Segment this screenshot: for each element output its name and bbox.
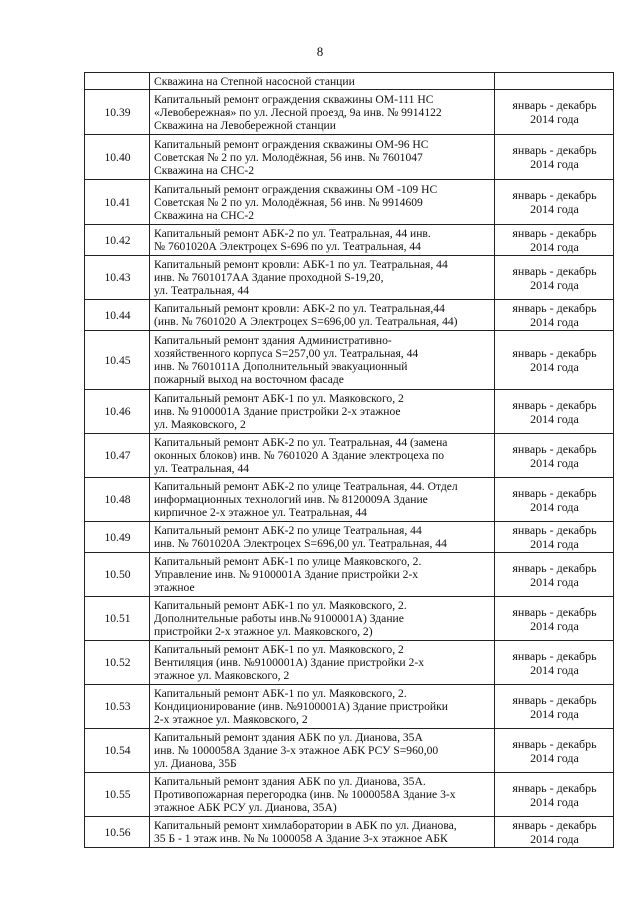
table-row — [85, 434, 614, 478]
row-description: Капитальный ремонт АБК-1 по ул. Маяковского, 2. Кондиционирование (инв. №9100001А) Здание пристройки 2-х этажное ул. Маяковского, 2 — [150, 685, 495, 729]
row-description: Капитальный ремонт АБК-2 по улице Театральная, 44. Отдел информационных технологий инв. № 8120009А Здание кирпичное 2-х этажное ул. Театральная, 44 — [150, 478, 495, 522]
row-period: январь - декабрь 2014 года — [495, 331, 614, 390]
row-number: 10.42 — [85, 225, 150, 256]
row-number: 10.41 — [85, 180, 150, 225]
row-number: 10.39 — [85, 90, 150, 135]
table-body — [85, 73, 614, 848]
row-number: 10.40 — [85, 135, 150, 180]
row-description: Капитальный ремонт АБК-1 по ул. Маяковского, 2 Вентиляция (инв. №9100001А) Здание пристройки 2-х этажное ул. Маяковского, 2 — [150, 641, 495, 685]
row-period: январь - декабрь 2014 года — [495, 225, 614, 256]
row-description: Капитальный ремонт ограждения скважины ОМ-96 НС Советская № 2 по ул. Молодёжная, 56 инв. № 7601047 Скважина на СНС-2 — [150, 135, 495, 180]
row-number: 10.51 — [85, 597, 150, 641]
table-row — [85, 225, 614, 256]
row-period: январь - декабрь 2014 года — [495, 773, 614, 817]
row-period: январь - декабрь 2014 года — [495, 729, 614, 773]
table-row — [85, 685, 614, 729]
continuation-text-cell: Скважина на Степной насосной станции — [150, 73, 495, 90]
row-period: январь - декабрь 2014 года — [495, 522, 614, 553]
continuation-period-cell — [495, 73, 614, 90]
row-description: Капитальный ремонт АБК-2 по ул. Театральная, 44 (замена оконных блоков) инв. № 7601020 А Здание электроцеха по ул. Театральная, 44 — [150, 434, 495, 478]
table-row — [85, 135, 614, 180]
table-row — [85, 817, 614, 848]
row-number: 10.46 — [85, 390, 150, 434]
table-row — [85, 522, 614, 553]
row-number: 10.45 — [85, 331, 150, 390]
row-number: 10.47 — [85, 434, 150, 478]
table-row — [85, 180, 614, 225]
table-row — [85, 300, 614, 331]
row-number: 10.44 — [85, 300, 150, 331]
table-row — [85, 773, 614, 817]
table-row — [85, 553, 614, 597]
row-number: 10.56 — [85, 817, 150, 848]
row-description: Капитальный ремонт АБК-2 по улице Театральная, 44 инв. № 7601020А Электроцех S=696,00 ул. Театральная, 44 — [150, 522, 495, 553]
row-description: Капитальный ремонт АБК-1 по улице Маяковского, 2. Управление инв. № 9100001А Здание пристройки 2-х этажное — [150, 553, 495, 597]
row-period: январь - декабрь 2014 года — [495, 135, 614, 180]
row-number: 10.53 — [85, 685, 150, 729]
table-row — [85, 331, 614, 390]
table-row — [85, 641, 614, 685]
row-description: Капитальный ремонт ограждения скважины ОМ -109 НС Советская № 2 по ул. Молодёжная, 56 инв. № 9914609 Скважина на СНС-2 — [150, 180, 495, 225]
row-period: январь - декабрь 2014 года — [495, 300, 614, 331]
row-period: январь - декабрь 2014 года — [495, 478, 614, 522]
row-period: январь - декабрь 2014 года — [495, 597, 614, 641]
row-number: 10.50 — [85, 553, 150, 597]
row-description: Капитальный ремонт кровли: АБК-2 по ул. Театральная,44 (инв. № 7601020 А Электроцех S=696,00 ул. Театральная, 44) — [150, 300, 495, 331]
table-row — [85, 597, 614, 641]
page-number: 8 — [316, 44, 324, 59]
row-number: 10.52 — [85, 641, 150, 685]
row-description: Капитальный ремонт здания АБК по ул. Дианова, 35А инв. № 1000058А Здание 3-х этажное АБК РСУ S=960,00 ул. Дианова, 35Б — [150, 729, 495, 773]
row-period: январь - декабрь 2014 года — [495, 434, 614, 478]
continuation-num-cell — [85, 73, 150, 90]
row-description: Капитальный ремонт здания АБК по ул. Дианова, 35А. Противопожарная перегородка (инв. № 1000058А Здание 3-х этажное АБК РСУ ул. Дианова, 35А) — [150, 773, 495, 817]
row-description: Капитальный ремонт здания Административно- хозяйственного корпуса S=257,00 ул. Театральная, 44 инв. № 7601011А Дополнительный эвакуационный пожарный выход на восточном фасаде — [150, 331, 495, 390]
row-description: Капитальный ремонт ограждения скважины ОМ-111 НС «Левобережная» по ул. Лесной проезд, 9а инв. № 9914122 Скважина на Левобережной станции — [150, 90, 495, 135]
row-description: Капитальный ремонт химлаборатории в АБК по ул. Дианова, 35 Б - 1 этаж инв. № № 1000058 А Здание 3-х этажное АБК — [150, 817, 495, 848]
table-row — [85, 90, 614, 135]
table-row — [85, 256, 614, 300]
row-period: январь - декабрь 2014 года — [495, 180, 614, 225]
row-description: Капитальный ремонт АБК-1 по ул. Маяковского, 2. Дополнительные работы инв.№ 9100001А) Здание пристройки 2-х этажное ул. Маяковского, 2) — [150, 597, 495, 641]
row-period: январь - декабрь 2014 года — [495, 685, 614, 729]
row-period: январь - декабрь 2014 года — [495, 256, 614, 300]
row-number: 10.43 — [85, 256, 150, 300]
table-row — [85, 390, 614, 434]
row-number: 10.49 — [85, 522, 150, 553]
continuation-row — [85, 73, 614, 90]
row-period: январь - декабрь 2014 года — [495, 553, 614, 597]
row-period: январь - декабрь 2014 года — [495, 641, 614, 685]
row-period: январь - декабрь 2014 года — [495, 817, 614, 848]
row-number: 10.48 — [85, 478, 150, 522]
row-number: 10.55 — [85, 773, 150, 817]
row-description: Капитальный ремонт АБК-1 по ул. Маяковского, 2 инв. № 9100001А Здание пристройки 2-х этажное ул. Маяковского, 2 — [150, 390, 495, 434]
row-period: январь - декабрь 2014 года — [495, 90, 614, 135]
table-row — [85, 478, 614, 522]
row-description: Капитальный ремонт кровли: АБК-1 по ул. Театральная, 44 инв. № 7601017АА Здание проходной S-19,20, ул. Театральная, 44 — [150, 256, 495, 300]
row-description: Капитальный ремонт АБК-2 по ул. Театральная, 44 инв. № 7601020А Электроцех S-696 по ул. Театральная, 44 — [150, 225, 495, 256]
row-number: 10.54 — [85, 729, 150, 773]
row-period: январь - декабрь 2014 года — [495, 390, 614, 434]
repair-plan-table — [84, 72, 614, 848]
table-row — [85, 729, 614, 773]
